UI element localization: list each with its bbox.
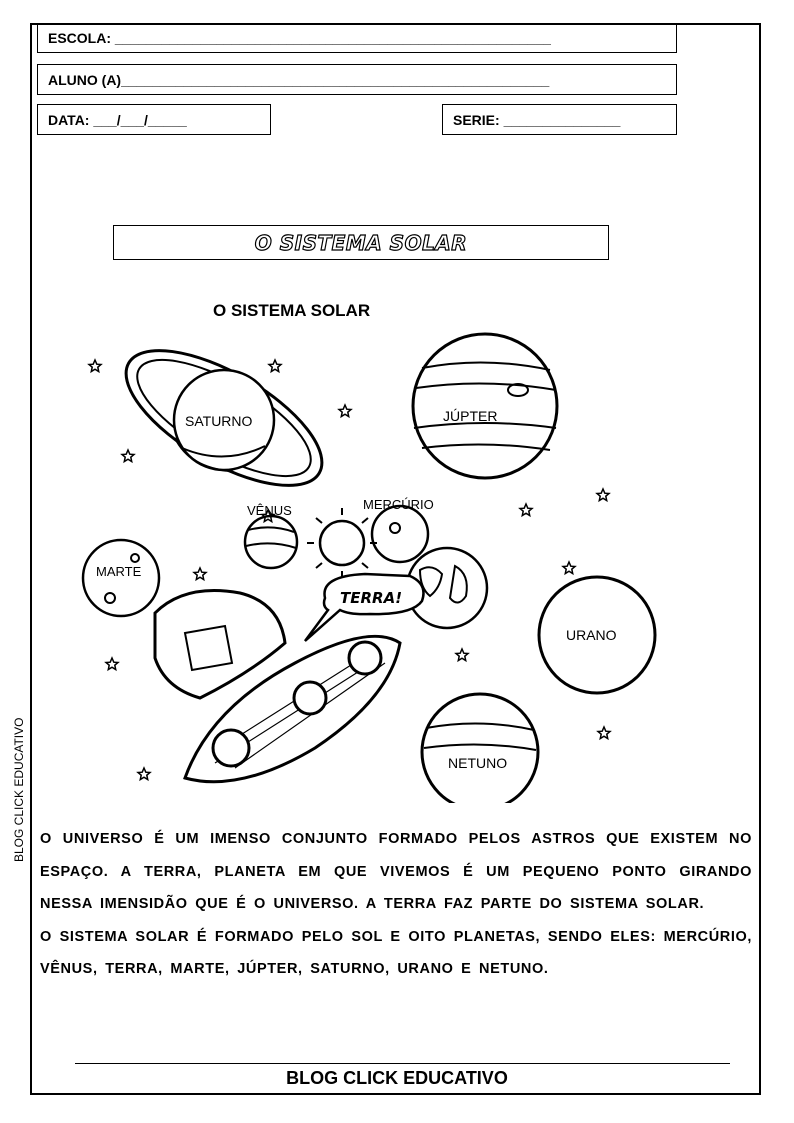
speech-text: TERRA!: [340, 589, 403, 607]
jupiter-label: JÚPTER: [443, 408, 498, 424]
solar-system-illustration: [60, 278, 700, 803]
neptune-icon: [422, 694, 538, 803]
mercury-icon: [372, 506, 428, 562]
serie-label: SERIE: _______________: [453, 111, 621, 128]
body-text: [40, 823, 752, 986]
escola-label: ESCOLA: ________________________________________________________: [48, 30, 551, 46]
page-title: O SISTEMA SOLAR: [254, 230, 468, 255]
escola-field[interactable]: [37, 23, 677, 53]
saturn-label: SATURNO: [185, 413, 253, 429]
uranus-label: URANO: [566, 627, 617, 643]
spaceship-icon: [155, 589, 403, 782]
data-field[interactable]: [37, 104, 271, 135]
mars-label: MARTE: [96, 564, 142, 579]
speech-bubble-icon: [305, 574, 424, 641]
title-box: [113, 225, 609, 260]
serie-field[interactable]: [442, 104, 677, 135]
mercury-label: MERCÚRIO: [363, 497, 434, 512]
paragraph-1: O UNIVERSO É UM IMENSO CONJUNTO FORMADO PELOS ASTROS QUE EXISTEM NO ESPAÇO. A TERRA, PLANETA EM QUE VIVEMOS É UM PEQUENO PONTO GIRANDO NESSA IMENSIDÃO QUE É O UNIVERSO. A TERRA FAZ PARTE DO SISTEMA SOLAR.: [40, 831, 752, 912]
neptune-label: NETUNO: [448, 755, 508, 771]
aluno-label: ALUNO (A)_______________________________________________________: [48, 71, 550, 88]
footer-text: BLOG CLICK EDUCATIVO: [286, 1068, 508, 1088]
illustration-heading: O SISTEMA SOLAR: [213, 301, 371, 320]
venus-label: VÊNUS: [247, 503, 292, 518]
sun-icon: [307, 508, 377, 578]
side-label: BLOG CLICK EDUCATIVO: [12, 717, 26, 862]
paragraph-2: O SISTEMA SOLAR É FORMADO PELO SOL E OITO PLANETAS, SENDO ELES: MERCÚRIO, VÊNUS, TERRA, MARTE, JÚPTER, SATURNO, URANO E NETUNO.: [40, 928, 752, 977]
jupiter-icon: [413, 334, 557, 478]
venus-icon: [245, 516, 297, 568]
footer-divider: [75, 1063, 730, 1064]
data-label: DATA: ___/___/_____: [48, 111, 187, 128]
aluno-field[interactable]: [37, 64, 677, 95]
